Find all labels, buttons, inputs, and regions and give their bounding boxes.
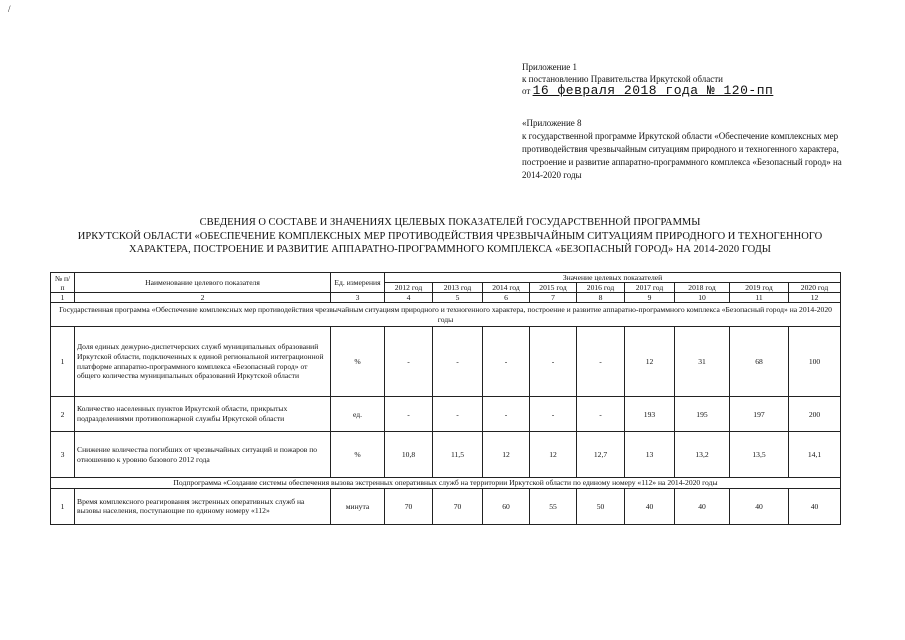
value-cell: 13,2	[675, 432, 730, 478]
header-year: 2018 год	[675, 283, 730, 293]
indicator-name: Время комплексного реагирования экстренных оперативных служб на вызовы населения, поступающие по единому номеру «112»	[75, 488, 331, 524]
column-number: 12	[789, 293, 841, 303]
value-cell: -	[483, 327, 530, 397]
appendix-1-title: Приложение 1	[522, 62, 578, 72]
section-title: Подпрограмма «Создание системы обеспечения вызова экстренных оперативных служб на территории Иркутской области по единому номеру «112» на 2014-2020 годы	[51, 478, 841, 489]
value-cell: -	[433, 327, 483, 397]
appendix-8-text: к государственной программе Иркутской области «Обеспечение комплексных мер противодействия чрезвычайным ситуациям природного и техногенного характера, построение и развитие аппаратно-программного комплекса «Безопасный город» на 2014-2020 годы	[522, 131, 842, 180]
value-cell: 70	[385, 488, 433, 524]
corner-mark: /	[8, 4, 11, 14]
value-cell: 68	[730, 327, 789, 397]
header-name: Наименование целевого показателя	[75, 273, 331, 293]
value-cell: 40	[789, 488, 841, 524]
header-year: 2020 год	[789, 283, 841, 293]
column-number: 6	[483, 293, 530, 303]
header-year: 2012 год	[385, 283, 433, 293]
page-title-line-1: СВЕДЕНИЯ О СОСТАВЕ И ЗНАЧЕНИЯХ ЦЕЛЕВЫХ ПОКАЗАТЕЛЕЙ ГОСУДАРСТВЕННОЙ ПРОГРАММЫ	[199, 217, 701, 228]
value-cell: 193	[625, 397, 675, 432]
indicator-name: Количество населенных пунктов Иркутской области, прикрытых подразделениями противопожарной службы Иркутской области	[75, 397, 331, 432]
value-cell: 11,5	[433, 432, 483, 478]
column-number: 5	[433, 293, 483, 303]
value-cell: 13,5	[730, 432, 789, 478]
value-cell: 10,8	[385, 432, 433, 478]
column-number: 1	[51, 293, 75, 303]
value-cell: 195	[675, 397, 730, 432]
value-cell: 60	[483, 488, 530, 524]
column-number: 11	[730, 293, 789, 303]
table-row	[51, 397, 841, 432]
value-cell: -	[385, 397, 433, 432]
header-year: 2015 год	[530, 283, 577, 293]
value-cell: 12	[625, 327, 675, 397]
value-cell: 31	[675, 327, 730, 397]
appendix-1-date-line	[522, 85, 852, 98]
value-cell: -	[577, 327, 625, 397]
column-number: 3	[331, 293, 385, 303]
page-title-line-3: ХАРАКТЕРА, ПОСТРОЕНИЕ И РАЗВИТИЕ АППАРАТНО-ПРОГРАММНОГО КОМПЛЕКСА «БЕЗОПАСНЫЙ ГОРОД» НА 2014-2020 ГОДЫ	[129, 244, 771, 255]
header-year: 2014 год	[483, 283, 530, 293]
unit-cell: %	[331, 432, 385, 478]
value-cell: -	[530, 397, 577, 432]
value-cell: 12	[483, 432, 530, 478]
value-cell: 55	[530, 488, 577, 524]
value-cell: 12	[530, 432, 577, 478]
header-unit: Ед. измерения	[331, 273, 385, 293]
unit-cell: минута	[331, 488, 385, 524]
value-cell: -	[483, 397, 530, 432]
value-cell: 50	[577, 488, 625, 524]
unit-cell: ед.	[331, 397, 385, 432]
column-number: 4	[385, 293, 433, 303]
indicator-name: Доля единых дежурно-диспетчерских служб муниципальных образований Иркутской области, подключенных к единой региональной интеграционной платформе аппаратно-программного комплекса «Безопасный город» от общего количества муниципальных образований Иркутской области	[75, 327, 331, 397]
value-cell: 70	[433, 488, 483, 524]
column-number: 10	[675, 293, 730, 303]
value-cell: 40	[730, 488, 789, 524]
value-cell: -	[433, 397, 483, 432]
table-row	[51, 432, 841, 478]
header-year: 2013 год	[433, 283, 483, 293]
row-number: 3	[51, 432, 75, 478]
table-row	[51, 488, 841, 524]
column-number: 9	[625, 293, 675, 303]
value-cell: 12,7	[577, 432, 625, 478]
appendix-1-date: 16 февраля 2018 года № 120-пп	[532, 83, 774, 98]
value-cell: 100	[789, 327, 841, 397]
value-cell: -	[530, 327, 577, 397]
indicator-name: Снижение количества погибших от чрезвычайных ситуаций и пожаров по отношению к уровню базового 2012 года	[75, 432, 331, 478]
indicators-table	[50, 272, 841, 525]
header-num: № п/п	[51, 273, 75, 293]
section-row	[51, 478, 841, 489]
value-cell: 13	[625, 432, 675, 478]
appendix-8-block	[522, 117, 842, 182]
value-cell: -	[385, 327, 433, 397]
section-row	[51, 303, 841, 327]
page-title	[50, 216, 850, 257]
value-cell: 200	[789, 397, 841, 432]
row-number: 1	[51, 488, 75, 524]
value-cell: 197	[730, 397, 789, 432]
appendix-1-from: от	[522, 86, 531, 96]
page-title-line-2: ИРКУТСКОЙ ОБЛАСТИ «ОБЕСПЕЧЕНИЕ КОМПЛЕКСНЫХ МЕР ПРОТИВОДЕЙСТВИЯ ЧРЕЗВЫЧАЙНЫМ СИТУАЦИЯМ ПРИРОДНОГО И ТЕХНОГЕННОГО	[77, 230, 823, 242]
unit-cell: %	[331, 327, 385, 397]
header-year: 2016 год	[577, 283, 625, 293]
value-cell: -	[577, 397, 625, 432]
appendix-1-block	[522, 62, 852, 98]
value-cell: 40	[675, 488, 730, 524]
column-number: 2	[75, 293, 331, 303]
appendix-1-subtitle: к постановлению Правительства Иркутской области	[522, 73, 723, 84]
value-cell: 14,1	[789, 432, 841, 478]
table-row	[51, 327, 841, 397]
appendix-8-title: «Приложение 8	[522, 118, 582, 128]
value-cell: 40	[625, 488, 675, 524]
row-number: 1	[51, 327, 75, 397]
header-year: 2017 год	[625, 283, 675, 293]
header-year: 2019 год	[730, 283, 789, 293]
row-number: 2	[51, 397, 75, 432]
section-title: Государственная программа «Обеспечение комплексных мер противодействия чрезвычайным ситуациям природного и техногенного характера, построение и развитие аппаратно-программного комплекса «Безопасный город» на 2014-2020 годы	[51, 303, 841, 327]
header-values: Значение целевых показателей	[385, 273, 841, 283]
column-number: 8	[577, 293, 625, 303]
column-number: 7	[530, 293, 577, 303]
